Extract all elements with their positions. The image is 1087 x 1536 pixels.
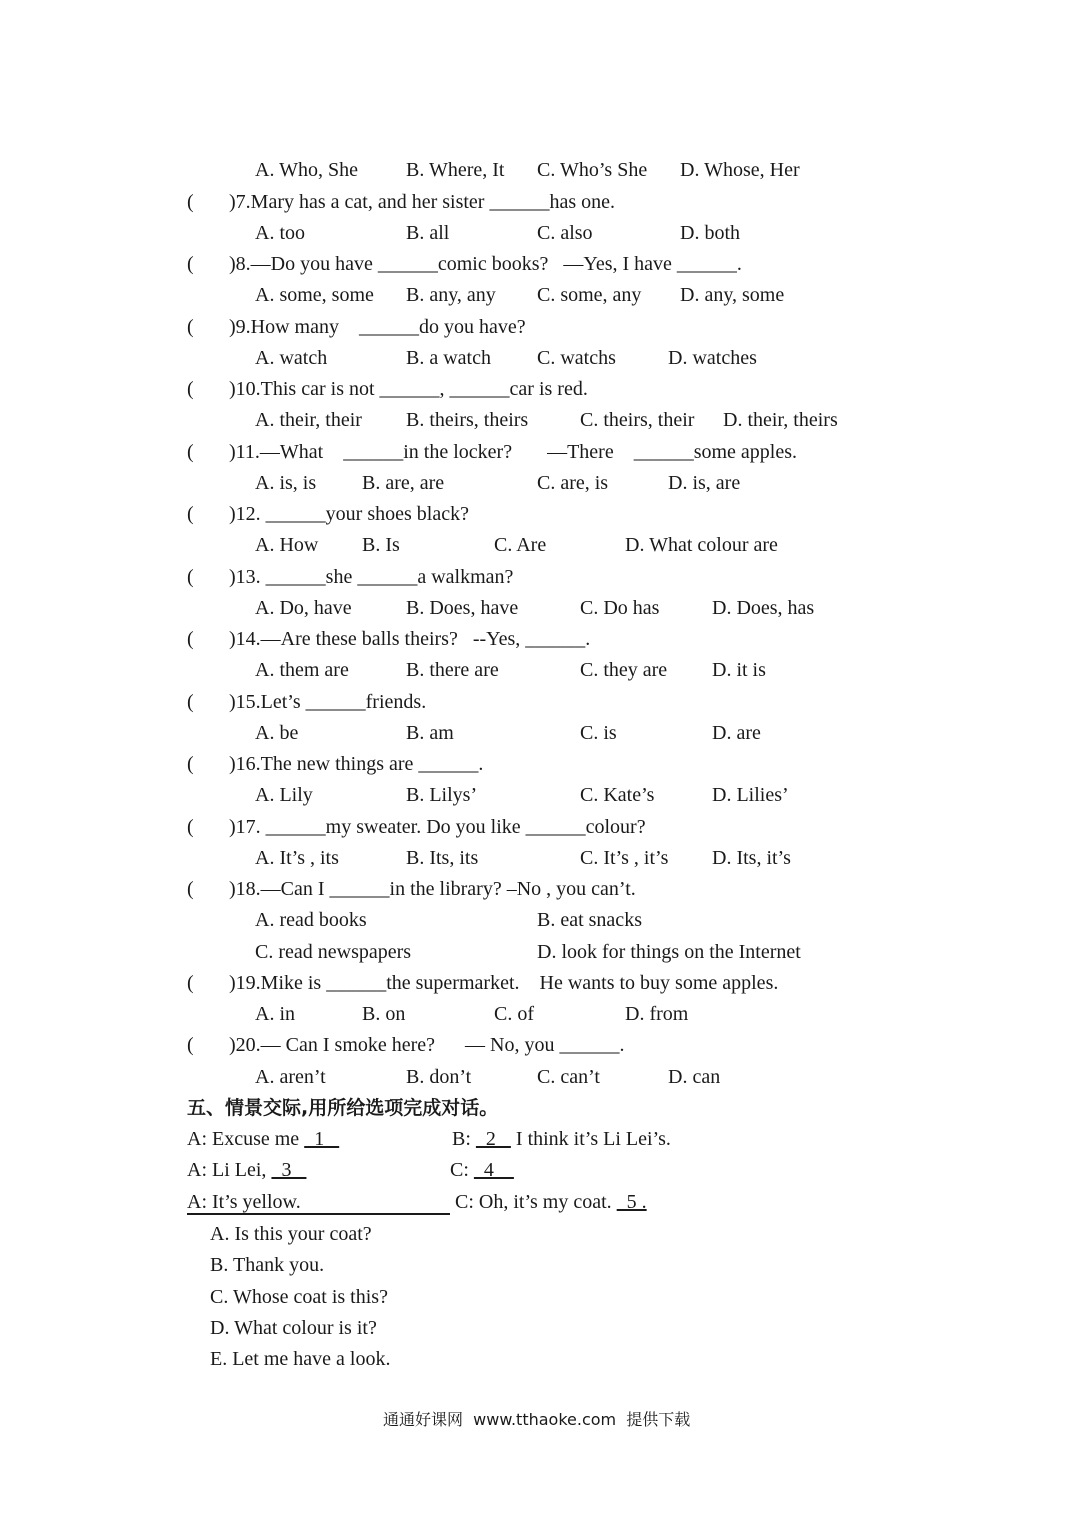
q20-option-d: D. can (668, 1066, 721, 1088)
q18-option-a: A. read books (255, 909, 367, 931)
q6-option-c: C. Who’s She (537, 159, 648, 181)
q6-option-b: B. Where, It (406, 159, 505, 181)
q19-option-a: A. in (255, 1003, 295, 1025)
q19-paren: ( (187, 972, 194, 994)
q16-option-b: B. Lilys’ (406, 784, 478, 806)
q12-option-a: A. How (255, 534, 319, 556)
q9-option-d: D. watches (668, 347, 757, 369)
q6-option-a: A. Who, She (255, 159, 358, 181)
q17-stem: )17. ______my sweater. Do you like ______colour? (229, 816, 646, 838)
q10-stem: )10.This car is not ______, ______car is red. (229, 378, 588, 400)
q20-stem: )20.— Can I smoke here? — No, you ______. (229, 1034, 625, 1056)
dialogue-line-3-a-text: A: It’s yellow. (187, 1191, 301, 1213)
q12-option-b: B. Is (362, 534, 400, 556)
q15-option-a: A. be (255, 722, 299, 744)
q13-option-a: A. Do, have (255, 597, 352, 619)
page-footer: 通通好课网 www.tthaoke.com 提供下载 (383, 1410, 691, 1429)
q16-option-c: C. Kate’s (580, 784, 655, 806)
dialogue-line-3-underline (187, 1213, 450, 1215)
dialogue-line-2-b-text: C: (450, 1159, 474, 1181)
choice-a: A. Is this your coat? (210, 1223, 372, 1245)
blank-3: 3 (271, 1159, 307, 1181)
q13-option-c: C. Do has (580, 597, 660, 619)
dialogue-line-1-b-rest: I think it’s Li Lei’s. (510, 1128, 671, 1150)
q17-option-b: B. Its, its (406, 847, 479, 869)
q19-stem: )19.Mike is ______the supermarket. He wants to buy some apples. (229, 972, 779, 994)
q7-option-b: B. all (406, 222, 450, 244)
dialogue-line-2-a-text: A: Li Lei, (187, 1159, 272, 1181)
q11-stem: )11.—What ______in the locker? —There ______some apples. (229, 441, 798, 463)
q15-paren: ( (187, 691, 194, 713)
q18-option-b: B. eat snacks (537, 909, 642, 931)
dialogue-line-3-b-text: C: Oh, it’s my coat. (455, 1191, 617, 1213)
q17-option-d: D. Its, it’s (712, 847, 791, 869)
q11-option-a: A. is, is (255, 472, 317, 494)
blank-5: 5 . (616, 1191, 647, 1213)
dialogue-line-1-a (187, 1127, 339, 1151)
q9-option-a: A. watch (255, 347, 328, 369)
dialogue-line-1-b (452, 1127, 671, 1151)
q8-option-b: B. any, any (406, 284, 496, 306)
q12-option-c: C. Are (494, 534, 547, 556)
q15-option-b: B. am (406, 722, 454, 744)
q8-option-a: A. some, some (255, 284, 374, 306)
choice-e: E. Let me have a look. (210, 1348, 391, 1370)
dialogue-line-1-a-text: A: Excuse me (187, 1128, 305, 1150)
q8-stem: )8.—Do you have ______comic books? —Yes, I have ______. (229, 253, 742, 275)
q12-option-d: D. What colour are (625, 534, 778, 556)
q7-stem: )7.Mary has a cat, and her sister ______has one. (229, 191, 615, 213)
q20-paren: ( (187, 1034, 194, 1056)
q12-paren: ( (187, 503, 194, 525)
q9-option-b: B. a watch (406, 347, 491, 369)
q17-paren: ( (187, 816, 194, 838)
q10-option-d: D. their, theirs (723, 409, 838, 431)
q7-option-c: C. also (537, 222, 593, 244)
q18-paren: ( (187, 878, 194, 900)
q14-option-c: C. they are (580, 659, 668, 681)
q16-option-a: A. Lily (255, 784, 313, 806)
q8-paren: ( (187, 253, 194, 275)
q10-paren: ( (187, 378, 194, 400)
section5-title: 五、情景交际,用所给选项完成对话。 (187, 1097, 499, 1119)
q16-stem: )16.The new things are ______. (229, 753, 484, 775)
q14-option-b: B. there are (406, 659, 499, 681)
q8-option-c: C. some, any (537, 284, 642, 306)
q7-paren: ( (187, 191, 194, 213)
q17-option-a: A. It’s , its (255, 847, 339, 869)
q13-option-b: B. Does, have (406, 597, 519, 619)
dialogue-line-3-a (187, 1190, 301, 1214)
q18-option-c: C. read newspapers (255, 941, 412, 963)
q19-option-c: C. of (494, 1003, 534, 1025)
choice-b: B. Thank you. (210, 1254, 325, 1276)
q7-option-a: A. too (255, 222, 305, 244)
q10-option-c: C. theirs, their (580, 409, 695, 431)
dialogue-line-2-b (450, 1158, 514, 1182)
choice-d: D. What colour is it? (210, 1317, 377, 1339)
q8-option-d: D. any, some (680, 284, 785, 306)
q14-stem: )14.—Are these balls theirs? --Yes, ______. (229, 628, 591, 650)
q15-option-d: D. are (712, 722, 761, 744)
q9-paren: ( (187, 316, 194, 338)
q11-option-c: C. are, is (537, 472, 609, 494)
q18-stem: )18.—Can I ______in the library? –No , you can’t. (229, 878, 636, 900)
q9-option-c: C. watchs (537, 347, 616, 369)
blank-1: 1 (304, 1128, 340, 1150)
q11-option-b: B. are, are (362, 472, 445, 494)
q18-option-d: D. look for things on the Internet (537, 941, 801, 963)
q19-option-d: D. from (625, 1003, 689, 1025)
q12-stem: )12. ______your shoes black? (229, 503, 469, 525)
q13-paren: ( (187, 566, 194, 588)
q14-option-a: A. them are (255, 659, 349, 681)
q14-paren: ( (187, 628, 194, 650)
q10-option-b: B. theirs, theirs (406, 409, 529, 431)
dialogue-line-1-b-text: B: (452, 1128, 476, 1150)
q20-option-b: B. don’t (406, 1066, 472, 1088)
q14-option-d: D. it is (712, 659, 766, 681)
blank-2: 2 (475, 1128, 511, 1150)
q15-stem: )15.Let’s ______friends. (229, 691, 427, 713)
q11-option-d: D. is, are (668, 472, 741, 494)
dialogue-line-3-b (455, 1190, 647, 1214)
q20-option-c: C. can’t (537, 1066, 600, 1088)
q7-option-d: D. both (680, 222, 740, 244)
blank-4: 4 (473, 1159, 514, 1181)
q19-option-b: B. on (362, 1003, 406, 1025)
choice-c: C. Whose coat is this? (210, 1286, 388, 1308)
q17-option-c: C. It’s , it’s (580, 847, 669, 869)
q6-option-d: D. Whose, Her (680, 159, 800, 181)
q9-stem: )9.How many ______do you have? (229, 316, 526, 338)
q10-option-a: A. their, their (255, 409, 362, 431)
dialogue-line-2-a (187, 1158, 306, 1182)
q13-stem: )13. ______she ______a walkman? (229, 566, 514, 588)
q13-option-d: D. Does, has (712, 597, 815, 619)
q11-paren: ( (187, 441, 194, 463)
q20-option-a: A. aren’t (255, 1066, 326, 1088)
q16-paren: ( (187, 753, 194, 775)
q16-option-d: D. Lilies’ (712, 784, 789, 806)
q15-option-c: C. is (580, 722, 617, 744)
